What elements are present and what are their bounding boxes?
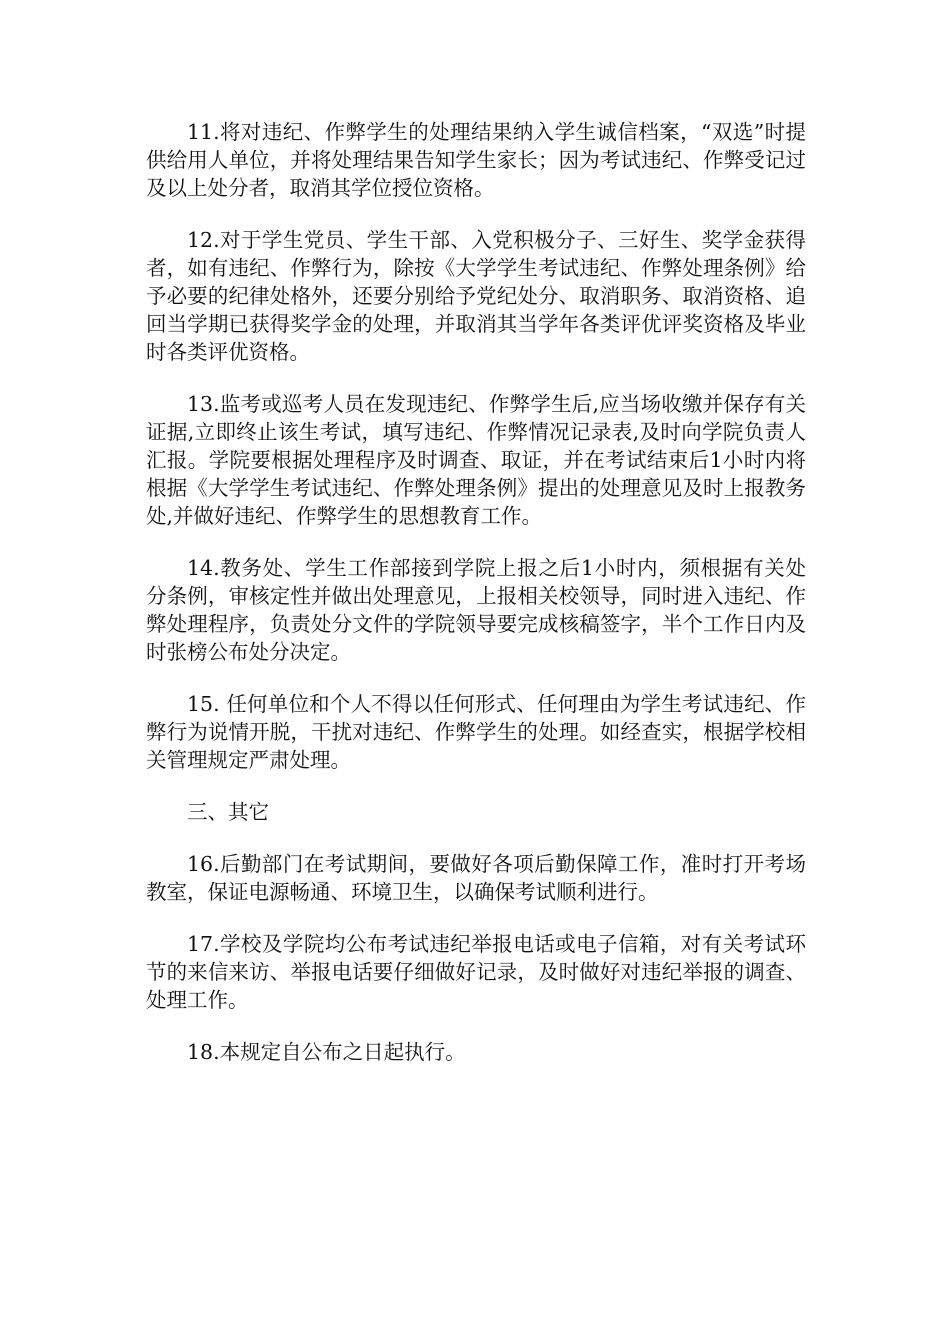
paragraph-12: 12.对于学生党员、学生干部、入党积极分子、三好生、奖学金获得者，如有违纪、作弊行为，除按《大学学生考试违纪、作弊处理条例》给予必要的纪律处格外，还要分别给予党纪处分、取消职务、取消资格、追回当学期已获得奖学金的处理，并取消其当学年各类评优评奖资格及毕业时各类评优资格。 xyxy=(146,228,806,364)
paragraph-18: 18.本规定自公布之日起执行。 xyxy=(187,1040,466,1064)
paragraph-14: 14.教务处、学生工作部接到学院上报之后1小时内，须根据有关处分条例，审核定性并做出处理意见，上报相关校领导，同时进入违纪、作弊处理程序，负责处分文件的学院领导要完成核稿签字，半个工作日内及时张榜公布处分决定。 xyxy=(146,556,806,664)
section-heading: 三、其它 xyxy=(187,800,269,824)
document-page xyxy=(146,118,806,1090)
paragraph-13: 13.监考或巡考人员在发现违纪、作弊学生后,应当场收缴并保存有关证据,立即终止该生考试，填写违纪、作弊情况记录表,及时向学院负责人汇报。学院要根据处理程序及时调查、取证，并在考试结束后1小时内将根据《大学学生考试违纪、作弊处理条例》提出的处理意见及时上报教务处,并做好违纪、作弊学生的思想教育工作。 xyxy=(146,392,806,528)
paragraph-11: 11.将对违纪、作弊学生的处理结果纳入学生诚信档案，“双选”时提供给用人单位，并将处理结果告知学生家长；因为考试违纪、作弊受记过及以上处分者，取消其学位授位资格。 xyxy=(146,120,806,200)
paragraph-15: 15. 任何单位和个人不得以任何形式、任何理由为学生考试违纪、作弊行为说情开脱，干扰对违纪、作弊学生的处理。如经查实，根据学校相关管理规定严肃处理。 xyxy=(146,692,806,772)
paragraph-17: 17.学校及学院均公布考试违纪举报电话或电子信箱，对有关考试环节的来信来访、举报电话要仔细做好记录，及时做好对违纪举报的调查、处理工作。 xyxy=(146,932,806,1012)
paragraph-16: 16.后勤部门在考试期间，要做好各项后勤保障工作，准时打开考场教室，保证电源畅通、环境卫生，以确保考试顺利进行。 xyxy=(146,852,806,904)
